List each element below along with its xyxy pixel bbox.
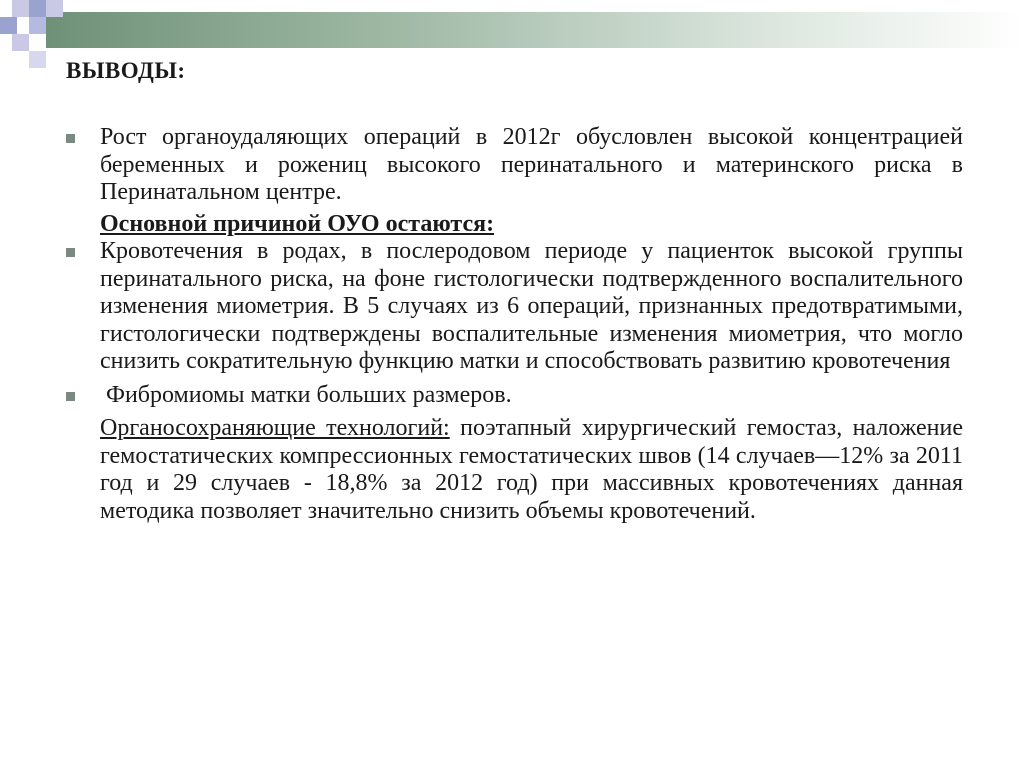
item-text: Рост органоудаляющих операций в 2012г обусловлен высокой концентрацией беременных и рожениц высокого перинатального и материнского риска в Перинатальном центре. [100,124,963,205]
decorative-square [0,17,17,34]
list-item [66,382,963,410]
subheading [66,211,963,239]
tech-text: поэтапный хирургический гемостаз, наложение гемостатических компрессионных гемостатических швов (14 случаев—12% за 2011 год и 29 случаев - 18,8% за 2012 год) при массивных кровотечениях данная методика позволяет значительно снизить объемы кровотечений. [100,415,964,524]
item-text: Фибромиомы матки больших размеров. [100,381,512,408]
list-item [66,124,963,207]
list-item [66,238,963,376]
header-gradient-bar [46,12,1024,48]
decorative-square [29,0,46,17]
decorative-square [29,51,46,68]
square-bullet-icon [66,248,75,257]
slide-content [66,124,963,525]
subheading-text: Основной причиной ОУО остаются: [100,210,495,237]
decorative-square [12,0,29,17]
tech-label: Органосохраняющие технологий: [100,415,450,441]
decorative-square [29,17,46,34]
tech-text-block [100,415,963,525]
tech-paragraph [66,415,963,525]
decorative-square [12,34,29,51]
square-bullet-icon [66,134,75,143]
item-text: Кровотечения в родах, в послеродовом периоде у пациенток высокой группы перинатального риска, на фоне гистологически подтвержденного воспалительного изменения миометрия. В 5 случаях из 6 операций, признанных предотвратимыми, гистологически подтверждены воспалительные изменения миометрия, что могло снизить сократительную функцию матки и способствовать развитию кровотечения [100,238,963,374]
slide-title: ВЫВОДЫ: [66,58,186,83]
decorative-square [46,0,63,17]
square-bullet-icon [66,392,75,401]
